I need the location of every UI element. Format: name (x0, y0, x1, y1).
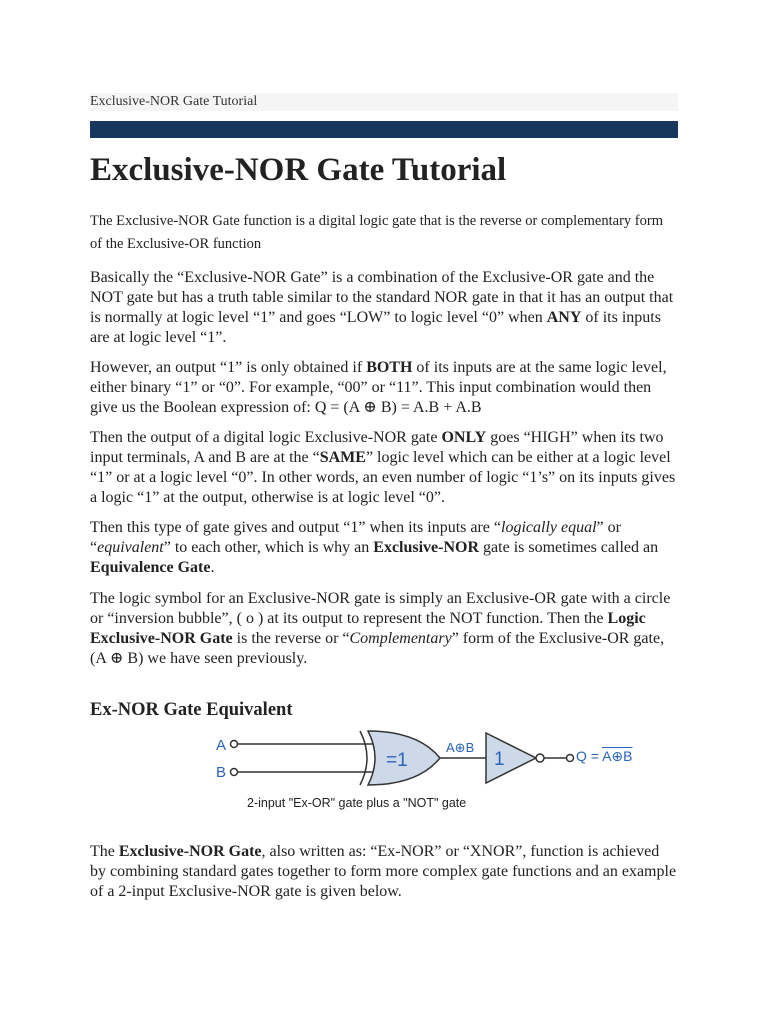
text-run: ” logic level which can be either at a logic level “1” or at a logic level “0”. In other words, an even number of logic “1’s” on its inputs gives a logic “1” at the output, otherwise is at logic level “0”. (90, 449, 676, 506)
emphasis-exclusive-nor-gate: Exclusive-NOR Gate (118, 843, 262, 860)
emphasis-logically-equal: logically equal (501, 519, 597, 536)
not-gate-label: 1 (494, 749, 505, 770)
emphasis-exclusive-nor: Exclusive-NOR (373, 539, 480, 556)
text-run: . (210, 559, 215, 576)
paragraph-6 (90, 842, 678, 902)
paragraph-1 (90, 268, 678, 348)
text-run: of its inputs are at logic level “1”. (90, 309, 661, 346)
output-label (576, 748, 632, 765)
text-run: goes “HIGH” when its two input terminals, A and B are at the “ (90, 429, 664, 466)
text-run: Then this type of gate gives and output “1” when its inputs are “ (90, 519, 502, 536)
output-expression: A⊕B (602, 748, 633, 764)
input-b-terminal (231, 769, 238, 776)
text-run: However, an output “1” is only obtained if (90, 359, 367, 376)
text-run: Then the output of a digital logic Exclusive-NOR gate (90, 429, 442, 446)
emphasis-same: SAME (319, 449, 366, 466)
paragraph-5 (90, 589, 678, 669)
page-header-title: Exclusive-NOR Gate Tutorial (90, 93, 678, 111)
emphasis-any: ANY (546, 309, 582, 326)
text-run: is the reverse or “ (232, 630, 350, 647)
paragraph-2 (90, 358, 678, 418)
text-run: gate is sometimes called an (479, 539, 659, 556)
xor-gate-back-curve (360, 731, 367, 785)
emphasis-only: ONLY (441, 429, 487, 446)
inversion-bubble (536, 754, 544, 762)
text-run: The (90, 843, 119, 860)
diagram-caption: 2-input "Ex-OR" gate plus a "NOT" gate (247, 796, 467, 810)
text-run: , also written as: “Ex-NOR” or “XNOR”, function is achieved by combining standard gates together to form more complex gate functions and an example of a 2-input Exclusive-NOR gate is given below. (90, 843, 677, 900)
output-prefix: Q = (576, 748, 603, 764)
intro-paragraph: The Exclusive-NOR Gate function is a digital logic gate that is the reverse or complementary form of the Exclusive-OR function (90, 213, 663, 252)
paragraph-4 (90, 518, 678, 578)
emphasis-logic-xnor-gate: Logic Exclusive-NOR Gate (90, 610, 646, 647)
emphasis-equivalent: equivalent (97, 539, 164, 556)
text-run: ” or “ (90, 519, 621, 556)
emphasis-complementary: Complementary (349, 630, 452, 647)
header-divider-bar (90, 121, 678, 138)
input-a-label: A (216, 737, 227, 754)
emphasis-equivalence-gate: Equivalence Gate (90, 559, 211, 576)
xor-output-label: A⊕B (446, 740, 475, 755)
xor-gate-label: =1 (386, 750, 408, 771)
emphasis-both: BOTH (366, 359, 413, 376)
text-run: The logic symbol for an Exclusive-NOR gate is simply an Exclusive-OR gate with a circle or “inversion bubble”, ( o ) at its output to represent the NOT function. Then the (90, 590, 671, 627)
input-b-label: B (216, 764, 227, 781)
section-heading: Ex-NOR Gate Equivalent (90, 700, 293, 720)
input-a-terminal (231, 741, 238, 748)
paragraph-3 (90, 428, 678, 508)
text-run: ” to each other, which is why an (163, 539, 374, 556)
output-terminal (567, 755, 574, 762)
article-heading: Exclusive-NOR Gate Tutorial (90, 152, 507, 188)
text-run: of its inputs are at the same logic level, either binary “1” or “0”. For example, “00” or “11”. This input combination would then give us the Boolean expression of: Q = (A ⊕ B) = A.B + A.B (90, 359, 667, 416)
text-run: Basically the “Exclusive-NOR Gate” is a combination of the Exclusive-OR gate and the NOT gate but has a truth table similar to the standard NOR gate in that it has an output that is normally at logic level “1” and goes “LOW” to logic level “0” when (90, 269, 674, 326)
text-run: ” form of the Exclusive-OR gate, (A ⊕ B) we have seen previously. (90, 630, 665, 667)
